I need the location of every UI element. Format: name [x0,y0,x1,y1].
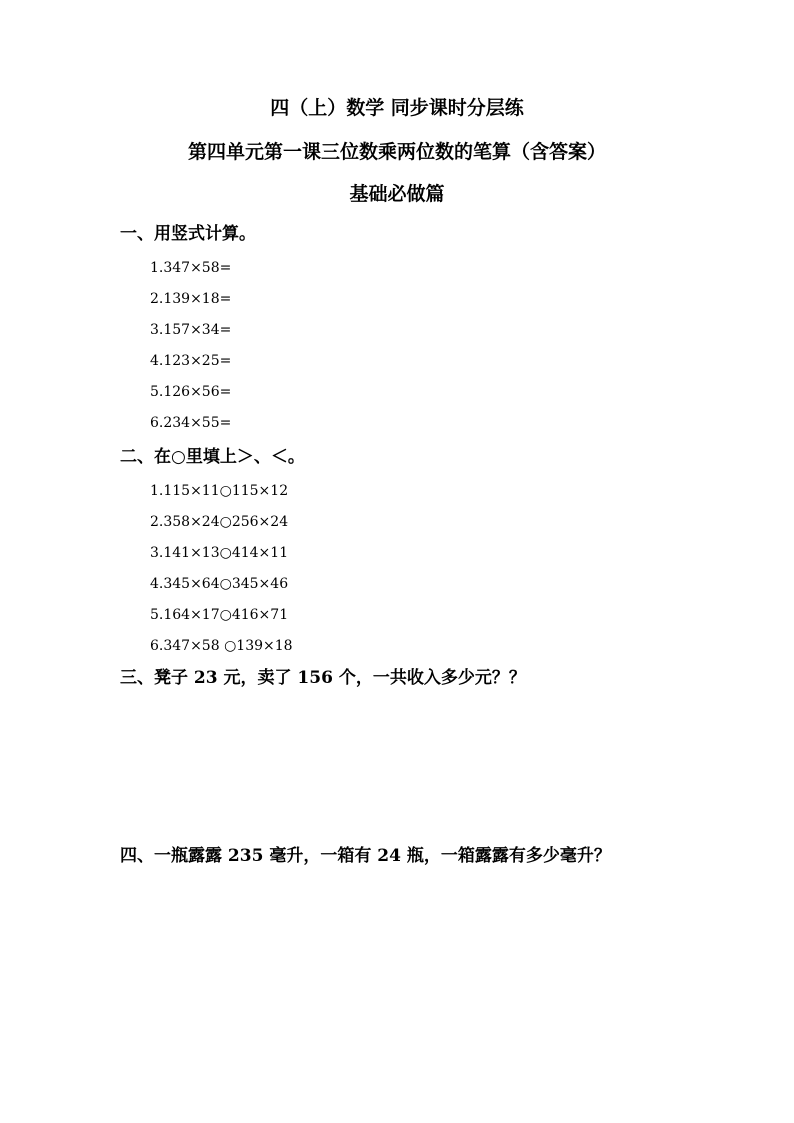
comparison-item: 2.358×24○256×24 [150,514,289,530]
comparison-item: 6.347×58 ○139×18 [150,638,293,654]
section-2-problem-list [150,481,293,667]
problem-item: 6.234×55= [150,415,232,431]
problem-item: 3.157×34= [150,322,232,338]
lesson-subtitle: 第四单元第一课三位数乘两位数的笔算（含答案） [187,141,606,163]
comparison-item: 4.345×64○345×46 [150,576,289,592]
problem-item: 2.139×18= [150,291,232,307]
section-1-heading: 一、用竖式计算。 [120,224,256,244]
difficulty-level: 基础必做篇 [349,183,445,205]
comparison-item: 1.115×11○115×12 [150,483,289,499]
section-1-problem-list [150,258,231,444]
section-4-word-problem: 四、一瓶露露 235 毫升，一箱有 24 瓶，一箱露露有多少毫升？ [120,846,611,866]
worksheet-title: 四（上）数学 同步课时分层练 [270,97,524,119]
comparison-item: 3.141×13○414×11 [150,545,289,561]
section-3-word-problem: 三、凳子 23 元，卖了 156 个，一共收入多少元？？ [120,668,526,688]
problem-item: 1.347×58= [150,260,232,276]
comparison-item: 5.164×17○416×71 [150,607,289,623]
problem-item: 5.126×56= [150,384,232,400]
problem-item: 4.123×25= [150,353,232,369]
section-2-heading: 二、在○里填上＞、＜。 [120,447,305,467]
